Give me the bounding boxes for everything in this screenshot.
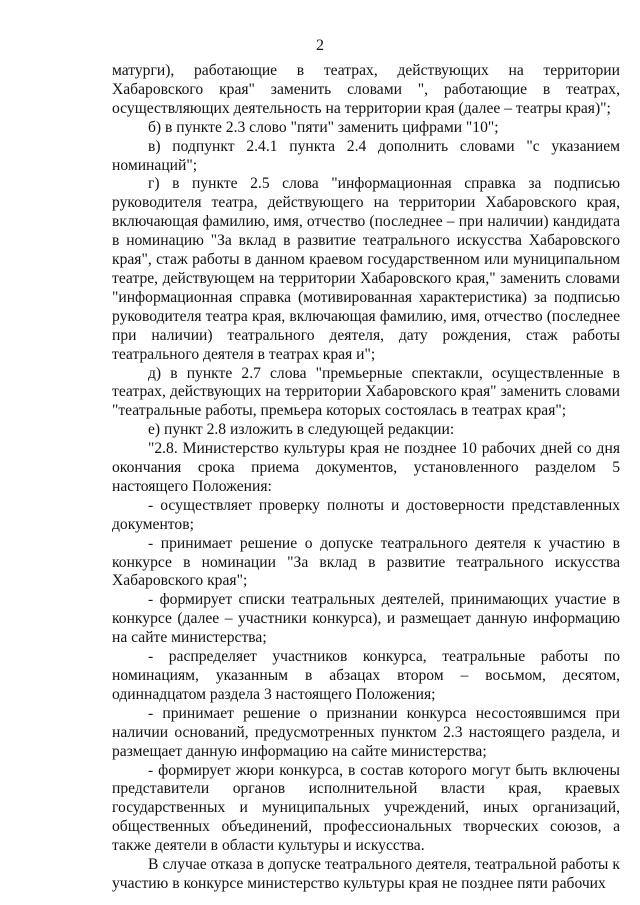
paragraph-refusal: В случае отказа в допуске театрального деятеля, театральной работы к участию в конкурсе министерство культуры края не позднее пяти рабочих [112, 856, 620, 892]
paragraph-clause-2-8: "2.8. Министерство культуры края не позднее 10 рабочих дней со дня окончания срока приема документов, установленного разделом 5 настоящего Положения: [112, 440, 620, 495]
document-body [112, 62, 620, 894]
paragraph-item-d: д) в пункте 2.7 слова "премьерные спектакли, осуществленные в театрах, действующих на территории Хабаровского края" заменить словами "театральные работы, премьера которых состоялась в театрах края"; [112, 364, 620, 420]
paragraph-continuation: матурги), работающие в театрах, действующих на территории Хабаровского края" заменить словами ", работающие в театрах, осуществляющих деятельность на территории края (далее – театры края)"; [112, 62, 620, 117]
paragraph-bullet-jury: - формирует жюри конкурса, в состав которого могут быть включены представители органов исполнительной власти края, краевых государственных и муниципальных учреждений, иных организаций, общественных объединений, профессиональных творческих союзов, а также деятели в области культуры и искусства. [112, 761, 620, 855]
paragraph-bullet-lists: - формирует списки театральных деятелей, принимающих участие в конкурсе (далее – участники конкурса), и размещает данную информацию на сайте министерства; [112, 591, 620, 647]
paragraph-item-g: г) в пункте 2.5 слова "информационная справка за подписью руководителя театра, действующего на территории Хабаровского края, включающая фамилию, имя, отчество (последнее – при наличии) кандидата в номинацию "За вклад в развитие театрального искусства Хабаровского края", стаж работы в данном краевом государственном или муниципальном театре, действующем на территории Хабаровского края," заменить словами "информационная справка (мотивированная характеристика) за подписью руководителя театра края, включающая фамилию, имя, отчество (последнее при наличии) театрального деятеля, дату рождения, стаж работы театрального деятеля в театрах края и"; [112, 175, 620, 363]
paragraph-bullet-check: - осуществляет проверку полноты и достоверности представленных документов; [112, 496, 620, 533]
paragraph-item-v: в) подпункт 2.4.1 пункта 2.4 дополнить словами "с указанием номинаций"; [112, 137, 620, 174]
page-number: 2 [316, 37, 324, 54]
paragraph-item-e: е) пункт 2.8 изложить в следующей редакции: [148, 421, 455, 439]
paragraph-bullet-admission: - принимает решение о допуске театрального деятеля к участию в конкурсе в номинации "За вклад в развитие театрального искусства Хабаровского края"; [112, 534, 620, 590]
paragraph-bullet-distribution: - распределяет участников конкурса, театральные работы по номинациям, указанным в абзацах втором – восьмом, десятом, одиннадцатом раздела 3 настоящего Положения; [112, 648, 620, 703]
paragraph-item-b: б) в пункте 2.3 слово "пяти" заменить цифрами "10"; [148, 118, 499, 136]
paragraph-bullet-failed-contest: - принимает решение о признании конкурса несостоявшимся при наличии оснований, предусмотренных пунктом 2.3 настоящего раздела, и размещает данную информацию на сайте министерства; [112, 704, 620, 760]
